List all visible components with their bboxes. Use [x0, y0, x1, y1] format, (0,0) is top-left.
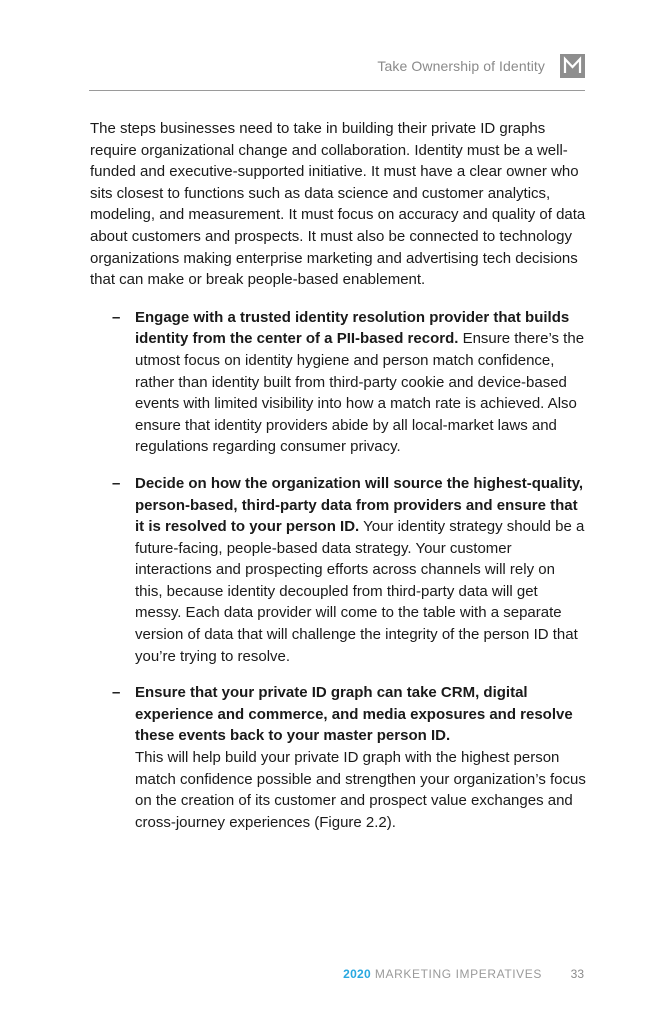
bullet-text: Ensure there’s the utmost focus on identity hygiene and person match confidence, rather than identity built from third-party cookie and device-based events with limited visibility into how a match rate is achieved. Also ensure that identity providers abide by all local-market laws and regulations regarding consumer privacy.: [135, 330, 585, 456]
bullet-lead: Decide on how the organization will source the highest-quality, person-based, third-party data from providers and ensure that it is resolved to your person ID.: [135, 474, 584, 536]
header-divider: [89, 90, 585, 91]
body-content: [90, 118, 586, 848]
footer-year: 2020: [343, 967, 371, 981]
m-logo-icon: [560, 54, 585, 78]
list-item: [90, 307, 586, 458]
running-footer: [343, 967, 542, 981]
bullet-lead: Engage with a trusted identity resolution provider that builds identity from the center of a PII-based record.: [135, 308, 570, 348]
list-item: [90, 473, 586, 667]
dash-marker: –: [112, 684, 121, 702]
header-title: Take Ownership of Identity: [377, 58, 545, 74]
intro-paragraph: The steps businesses need to take in building their private ID graphs require organizational change and collaboration. Identity must be a well-funded and executive-supported initiative. It must have a clear owner who sits closest to functions such as data science and customer analytics, modeling, and measurement. It must focus on accuracy and quality of data about customers and prospects. It must also be connected to technology organizations making enterprise marketing and advertising tech decisions that can make or break people-based enablement.: [90, 120, 586, 289]
bullet-text: This will help build your private ID graph with the highest person match confidence possible and strengthen your organization’s focus on the creation of its customer and prospect value exchanges and cross-journey experiences (Figure 2.2).: [135, 749, 586, 831]
page-number: 33: [570, 967, 584, 981]
bullet-text: Your identity strategy should be a future-facing, people-based data strategy. Your customer interactions and prospecting efforts across channels will rely on this, because identity decoupled from third-party data will get messy. Each data provider will come to the table with a separate version of data that will challenge the integrity of the person ID that you’re trying to resolve.: [135, 518, 585, 665]
list-item: [90, 682, 586, 833]
footer-label: MARKETING IMPERATIVES: [371, 967, 542, 981]
dash-marker: –: [112, 308, 121, 326]
bullet-lead: Ensure that your private ID graph can take CRM, digital experience and commerce, and media exposures and resolve these events back to your master person ID.: [135, 684, 573, 745]
bullet-list: [90, 307, 586, 834]
dash-marker: –: [112, 474, 121, 492]
running-header: [89, 54, 585, 78]
